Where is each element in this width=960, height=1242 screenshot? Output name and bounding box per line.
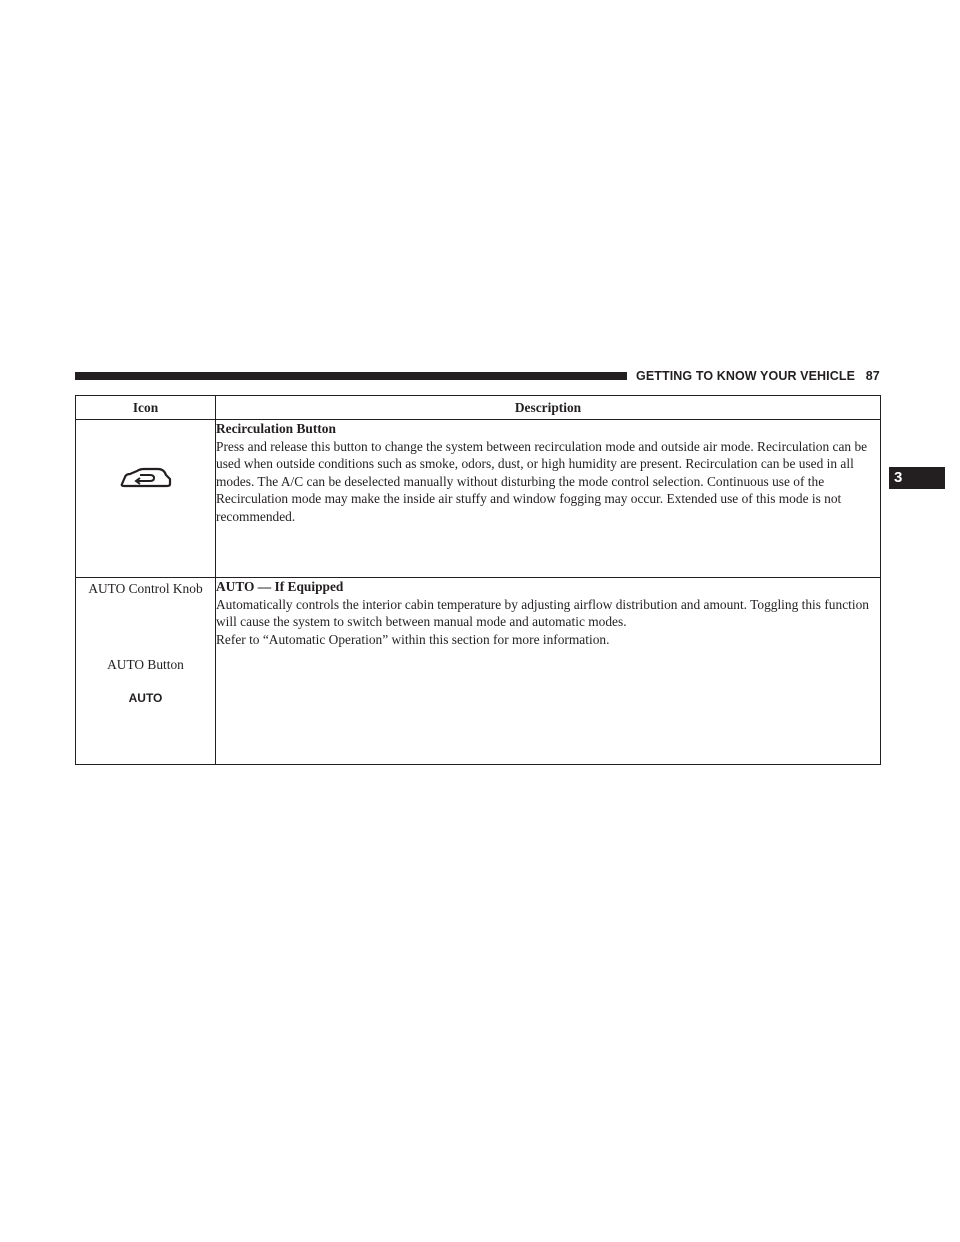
chapter-tab: 3 — [889, 467, 945, 489]
description-cell — [216, 420, 881, 578]
section-title: GETTING TO KNOW YOUR VEHICLE — [636, 369, 856, 383]
auto-button-label: AUTO Button — [107, 656, 184, 672]
recirculation-icon — [118, 466, 174, 490]
icon-cell — [76, 578, 216, 765]
auto-icon: AUTO — [128, 691, 163, 706]
controls-table — [75, 395, 881, 765]
header-rule — [75, 372, 627, 380]
row-description: Automatically controls the interior cabin temperature by adjusting airflow distribution and amount. Toggling this function will cause the system to switch between manual mode and automatic modes. — [216, 596, 869, 630]
table-row — [76, 578, 881, 765]
row-title: Recirculation Button — [216, 421, 336, 436]
row-title: AUTO — If Equipped — [216, 579, 344, 594]
column-header-icon: Icon — [76, 396, 216, 420]
row-description: Press and release this button to change the system between recirculation mode and outside air mode. Recirculation can be used when outside conditions such as smoke, odors, dust, or high humidity are present. Recirculation can be used in all modes. The A/C can be deselected manually without disturbing the mode control selection. Continuous use of the Recirculation mode may make the inside air stuffy and window fogging may occur. Extended use of this mode is not recommended. — [216, 438, 868, 524]
icon-cell — [76, 420, 216, 578]
description-cell — [216, 578, 881, 765]
table-row — [76, 420, 881, 578]
auto-control-knob-label: AUTO Control Knob — [88, 581, 203, 596]
page-number: 87 — [865, 369, 880, 383]
column-header-description: Description — [216, 396, 881, 420]
row-reference: Refer to “Automatic Operation” within this section for more information. — [216, 631, 610, 647]
table-header-row — [76, 396, 881, 420]
running-header — [636, 366, 880, 386]
